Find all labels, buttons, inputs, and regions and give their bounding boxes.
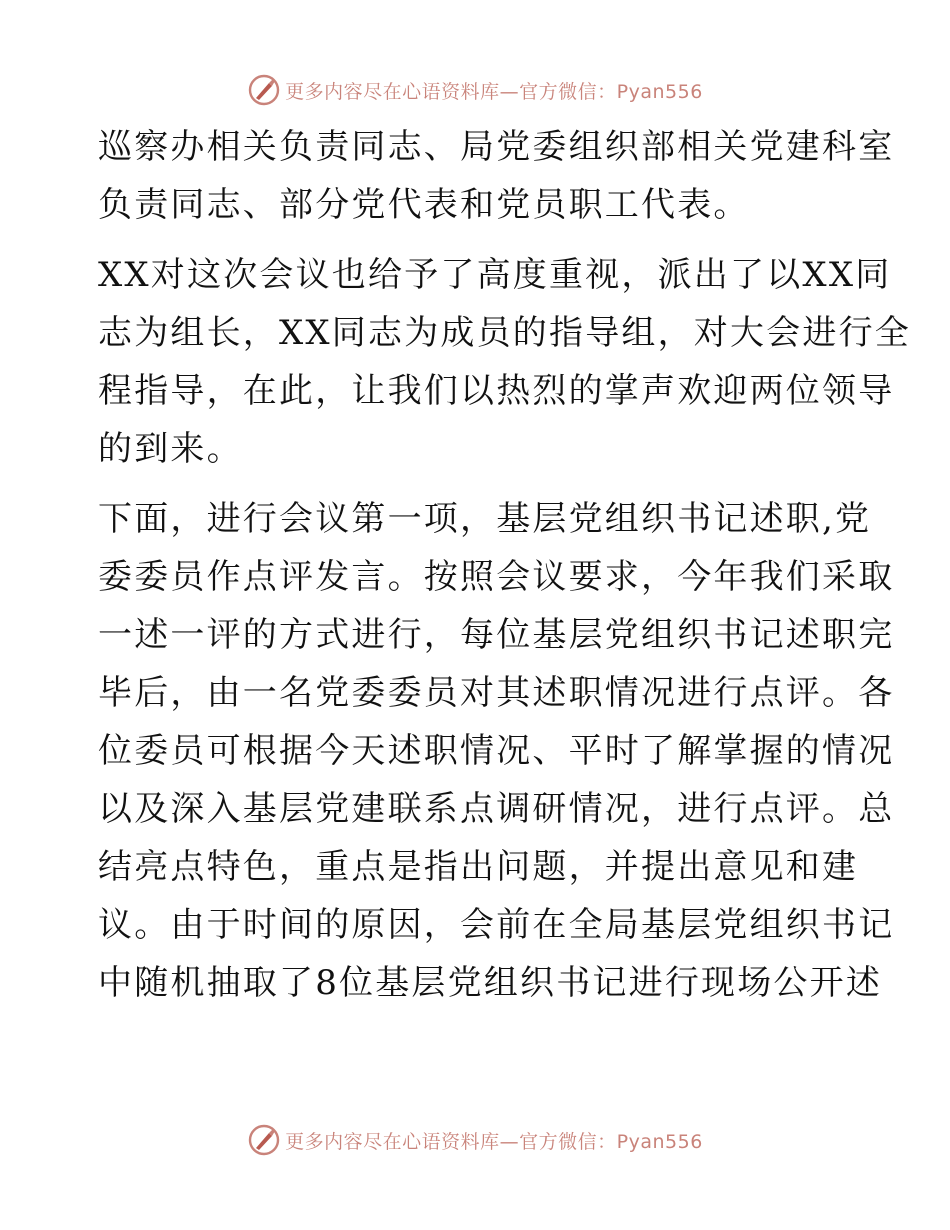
- paragraph-3: [98, 490, 895, 1012]
- text-line: 的到来。: [98, 429, 243, 469]
- text-line: 委委员作点评发言。按照会议要求，今年我们采取: [98, 557, 895, 597]
- document-body: [98, 118, 912, 1024]
- text-line: XX对这次会议也给予了高度重视，派出了以XX同: [98, 255, 892, 295]
- watermark-footer: [0, 1120, 950, 1160]
- watermark-header: [0, 70, 950, 110]
- watermark-text: 更多内容尽在心语资料库—官方微信：Pyan556: [285, 1130, 703, 1153]
- text-line: 以及深入基层党建联系点调研情况，进行点评。总: [98, 789, 895, 829]
- text-line: 负责同志、部分党代表和党员职工代表。: [98, 185, 750, 225]
- text-line: 一述一评的方式进行，每位基层党组织书记述职完: [98, 615, 895, 655]
- text-line: 下面，进行会议第一项，基层党组织书记述职,党: [98, 499, 872, 539]
- text-line: 中随机抽取了8位基层党组织书记进行现场公开述: [98, 963, 883, 1003]
- text-line: 毕后，由一名党委委员对其述职情况进行点评。各: [98, 673, 895, 713]
- paragraph-1: [98, 118, 895, 234]
- text-line: 位委员可根据今天述职情况、平时了解掌握的情况: [98, 731, 895, 771]
- pen-logo-icon: [247, 73, 281, 107]
- watermark-text: 更多内容尽在心语资料库—官方微信：Pyan556: [285, 80, 703, 103]
- text-line: 结亮点特色，重点是指出问题，并提出意见和建: [98, 847, 859, 887]
- text-line: 程指导，在此，让我们以热烈的掌声欢迎两位领导: [98, 371, 895, 411]
- paragraph-2: [98, 246, 912, 478]
- text-line: 巡察办相关负责同志、局党委组织部相关党建科室: [98, 127, 895, 167]
- text-line: 议。由于时间的原因，会前在全局基层党组织书记: [98, 905, 895, 945]
- text-line: 志为组长，XX同志为成员的指导组，对大会进行全: [98, 313, 912, 353]
- pen-logo-icon: [247, 1123, 281, 1157]
